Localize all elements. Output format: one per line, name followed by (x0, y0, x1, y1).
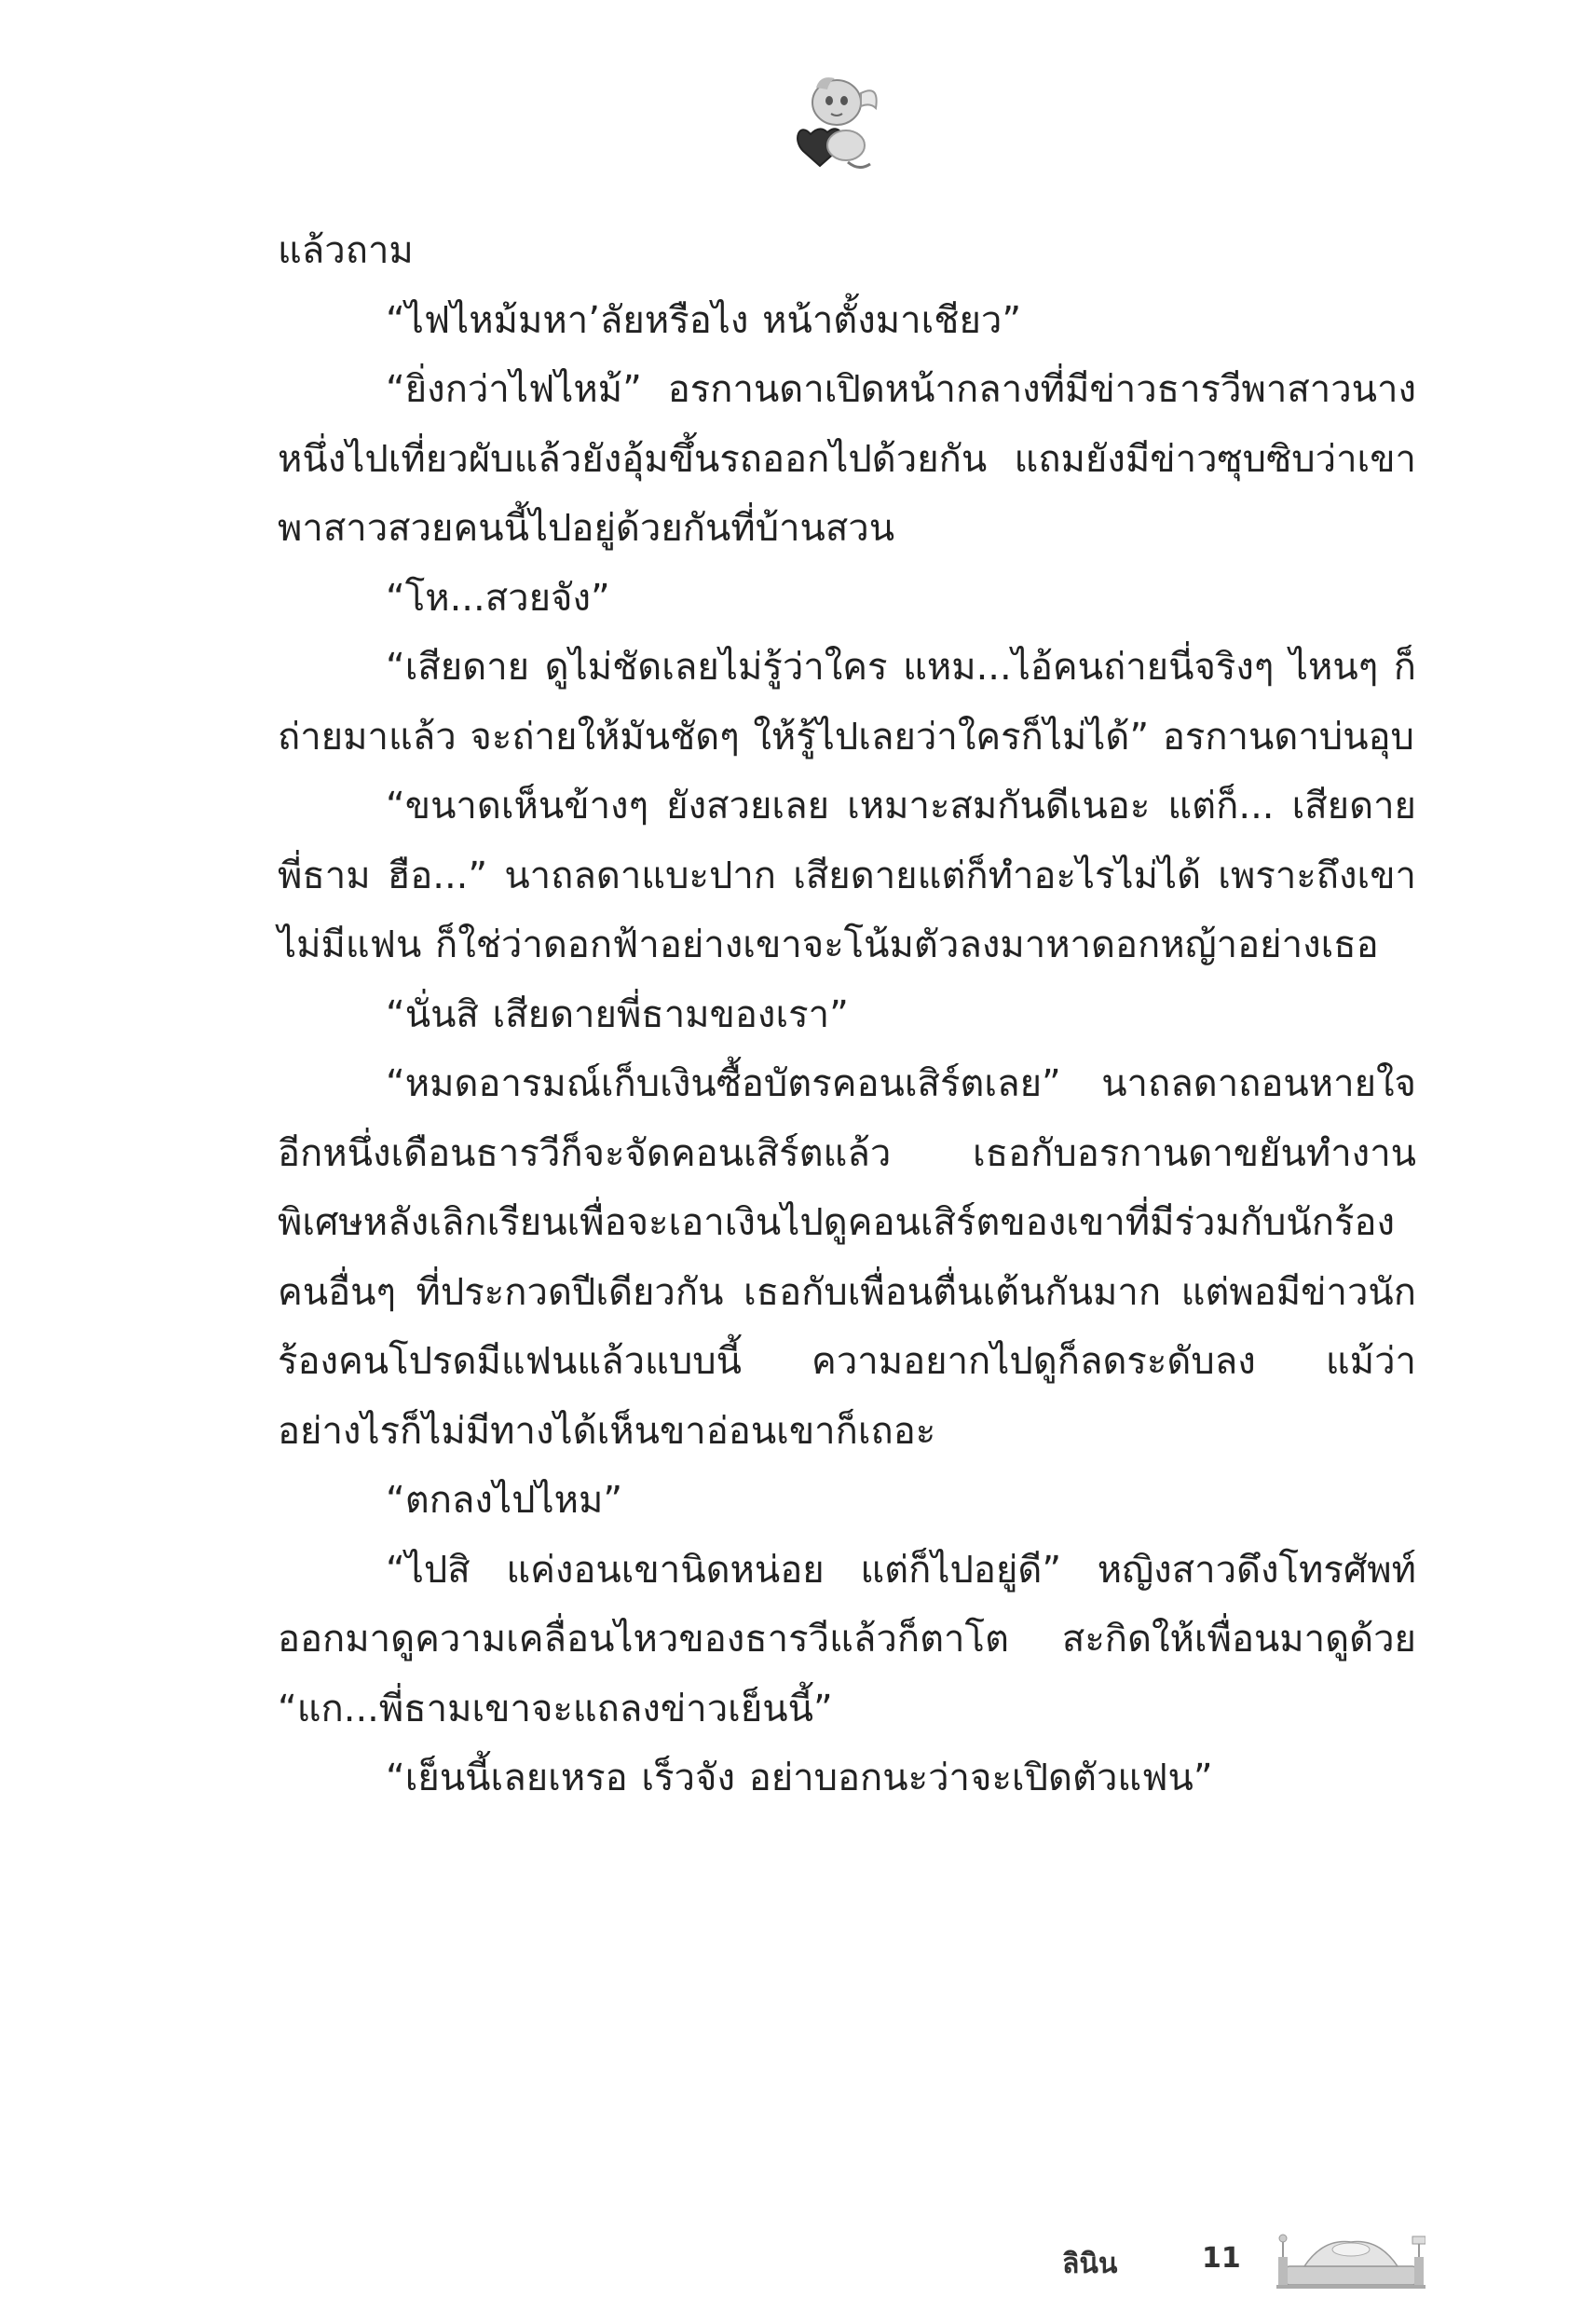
book-title: ลินิน (1062, 2248, 1118, 2280)
paragraph: “เสียดาย ดูไม่ชัดเลยไม่รู้ว่าใคร แหม...ไอ้คนถ่ายนี่จริงๆ ไหนๆ ก็ถ่ายมาแล้ว จะถ่ายให้มันชัดๆ ให้รู้ไปเลยว่าใครก็ไม่ได้” อรกานดาบ่นอุบ (278, 646, 1416, 759)
paragraph: “ไฟไหม้มหา’ลัยหรือไง หน้าตั้งมาเชียว” (386, 298, 1022, 342)
paragraph: “โห...สวยจัง” (386, 576, 610, 620)
cupid-ornament-icon (783, 65, 885, 177)
paragraph: “เย็นนี้เลยเหรอ เร็วจัง อย่าบอกนะว่าจะเปิดตัวแฟน” (386, 1757, 1213, 1799)
bed-icon (1276, 2229, 1425, 2294)
paragraph: “ไปสิ แค่งอนเขานิดหน่อย แต่ก็ไปอยู่ดี” หญิงสาวดึงโทรศัพท์ออกมาดูความเคลื่อนไหวของธารวีแล้วก็ตาโต สะกิดให้เพื่อนมาดูด้วย “แก...พี่ธามเขาจะแถลงข่าวเย็นนี้” (278, 1548, 1416, 1730)
paragraph: “ยิ่งกว่าไฟไหม้” อรกานดาเปิดหน้ากลางที่มีข่าวธารวีพาสาวนางหนึ่งไปเที่ยวผับแล้วยังอุ้มขึ้นรถออกไปด้วยกัน แถมยังมีข่าวซุบซิบว่าเขาพาสาวสวยคนนี้ไปอยู่ด้วยกันที่บ้านสวน (278, 368, 1416, 550)
paragraph: “หมดอารมณ์เก็บเงินซื้อบัตรคอนเสิร์ตเลย” นาถลดาถอนหายใจ อีกหนึ่งเดือนธารวีก็จะจัดคอนเสิร์ตแล้ว เธอกับอรกานดาขยันทำงานพิเศษหลังเลิกเรียนเพื่อจะเอาเงินไปดูคอนเสิร์ตของเขาที่มีร่วมกับนักร้องคนอื่นๆ ที่ประกวดปีเดียวกัน เธอกับเพื่อนตื่นเต้นกันมาก แต่พอมีข่าวนักร้องคนโปรดมีแฟนแล้วแบบนี้ ความอยากไปดูก็ลดระดับลง แม้ว่าอย่างไรก็ไม่มีทางได้เห็นขาอ่อนเขาก็เถอะ (278, 1062, 1416, 1453)
paragraph: “นั่นสิ เสียดายพี่ธามของเรา” (386, 992, 849, 1036)
paragraph: “ขนาดเห็นข้างๆ ยังสวยเลย เหมาะสมกันดีเนอะ แต่ก็... เสียดายพี่ธาม ฮือ...” นาถลดาแบะปาก เสียดายแต่ก็ทำอะไรไม่ได้ เพราะถึงเขาไม่มีแฟน ก็ใช่ว่าดอกฟ้าอย่างเขาจะโน้มตัวลงมาหาดอกหญ้าอย่างเธอ (278, 785, 1416, 966)
page-number: 11 (1202, 2242, 1241, 2275)
paragraph: “ตกลงไปไหม” (386, 1479, 623, 1522)
paragraph: แล้วถาม (278, 229, 414, 272)
body-text (278, 216, 1416, 1813)
page-footer (1062, 2229, 1435, 2304)
